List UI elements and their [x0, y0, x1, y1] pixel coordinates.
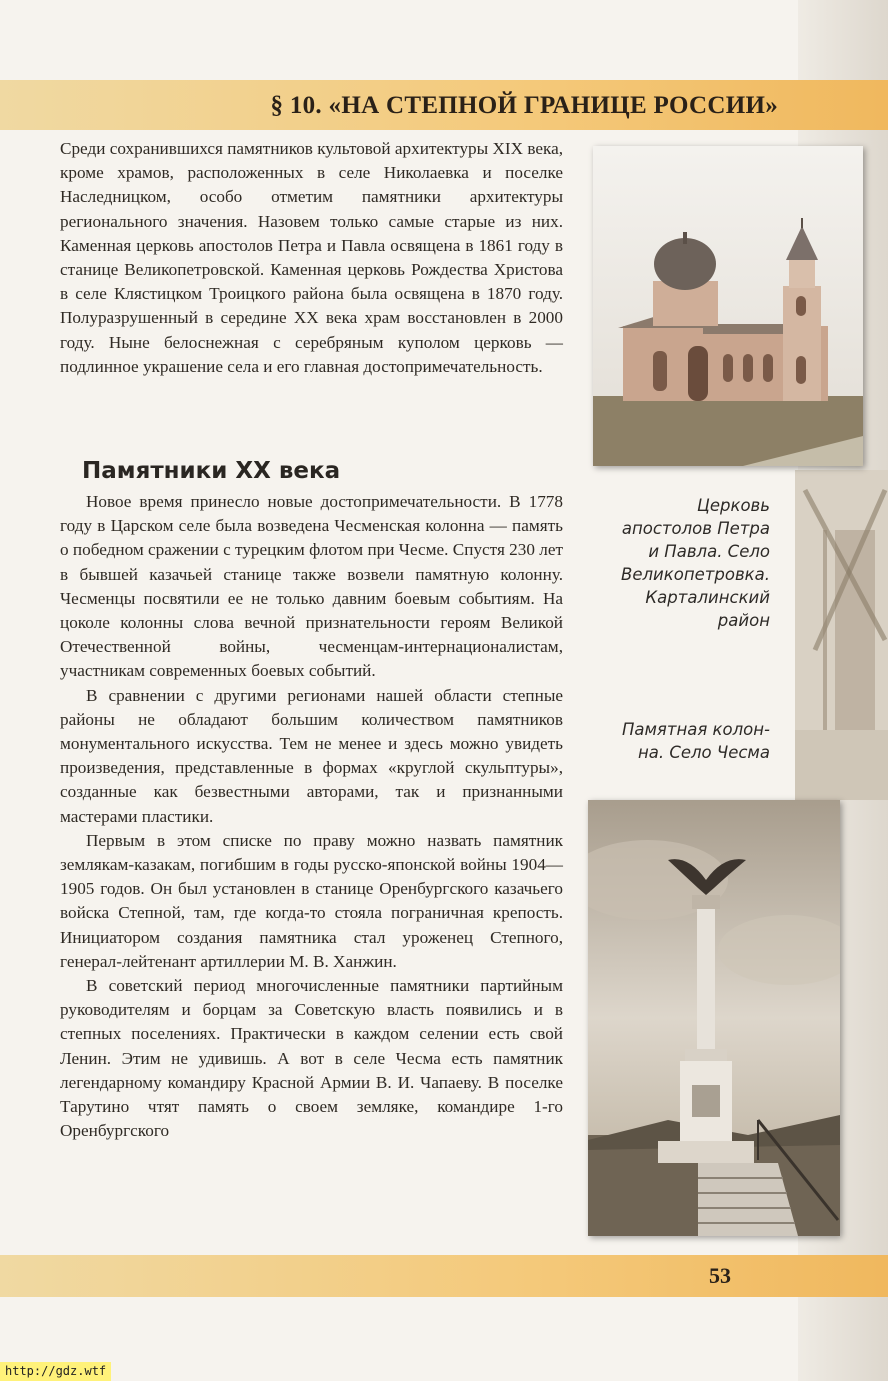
caption-line: Памятная колон-: [621, 720, 770, 739]
watermark-link[interactable]: http://gdz.wtf: [0, 1362, 111, 1381]
caption-line: апостолов Петра: [621, 519, 770, 538]
column-monument-photo: [588, 800, 840, 1236]
caption-line: Великопетровка.: [621, 565, 770, 584]
caption-line: и Павла. Село: [648, 542, 770, 561]
caption-line: район: [717, 611, 770, 630]
caption-line: Карталинский: [645, 588, 770, 607]
section-body: [60, 490, 563, 1143]
paragraph: Первым в этом списке по праву можно назвать памятник землякам-казакам, погибшим в годы русско-японской войны 1904—1905 годов. Он был установлен в станице Оренбургского казачьего войска Степной, там, где когда-то стояла пограничная крепость. Инициатором создания памятника стал уроженец Степного, генерал-лейтенант артиллерии М. В. Ханжин.: [60, 830, 563, 971]
paragraph: В советский период многочисленные памятники партийным руководителям и борцам за Советскую власть появились и в степных поселениях. Практически в каждом селении есть свой Ленин. Этим не удивишь. А вот в селе Чесма есть памятник легендарному командиру Красной Армии В. И. Чапаеву. В поселке Тарутино чтят память о своем земляке, командире 1-го Оренбургского: [60, 976, 563, 1141]
page-number: 53: [709, 1263, 731, 1288]
caption-line: на. Село Чесма: [637, 743, 770, 762]
windmill-background-image: [795, 470, 888, 800]
footer-bar: [0, 1255, 888, 1297]
church-photo-caption: [570, 494, 770, 632]
caption-line: Церковь: [697, 496, 770, 515]
chapter-title: § 10. «НА СТЕПНОЙ ГРАНИЦЕ РОССИИ»: [270, 92, 778, 119]
paragraph: Новое время принесло новые достопримечательности. В 1778 году в Царском селе была возведена Чесменская колонна — память о победном сражении с турецким флотом при Чесме. Спустя 230 лет в бывшей казачьей станице также возвели памятную колонну. Чесменцы посвятили ее не только давним боевым событиям. На цоколе колонны слова вечной признательности героям Великой Отечественной войны, чесменцам-интернационалистам, участникам современных боевых событий.: [60, 492, 563, 681]
section-heading: Памятники XX века: [82, 458, 341, 484]
church-photo: [593, 146, 863, 466]
paragraph: В сравнении с другими регионами нашей области степные районы не обладают большим количеством памятников монументального искусства. Тем не менее и здесь можно увидеть произведения, представленные в формах «круглой скульптуры», созданные как безвестными авторами, так и признанными мастерами пластики.: [60, 685, 563, 826]
column-photo-caption: [570, 718, 770, 764]
intro-paragraph: [60, 137, 563, 379]
intro-text: Среди сохранившихся памятников культовой архитектуры XIX века, кроме храмов, расположенных в селе Николаевка и поселке Наследницком, особо отметим памятники архитектуры регионального значения. Назовем только самые старые из них. Каменная церковь апостолов Петра и Павла освящена в 1861 году в станице Великопетровской. Каменная церковь Рождества Христова в селе Клястицком Троицкого района была освящена в 1870 году. Полуразрушенный в середине XX века храм восстановлен в 2000 году. Ныне белоснежная с серебряным куполом церковь — подлинное украшение села и его главная достопримечательность.: [60, 139, 563, 376]
